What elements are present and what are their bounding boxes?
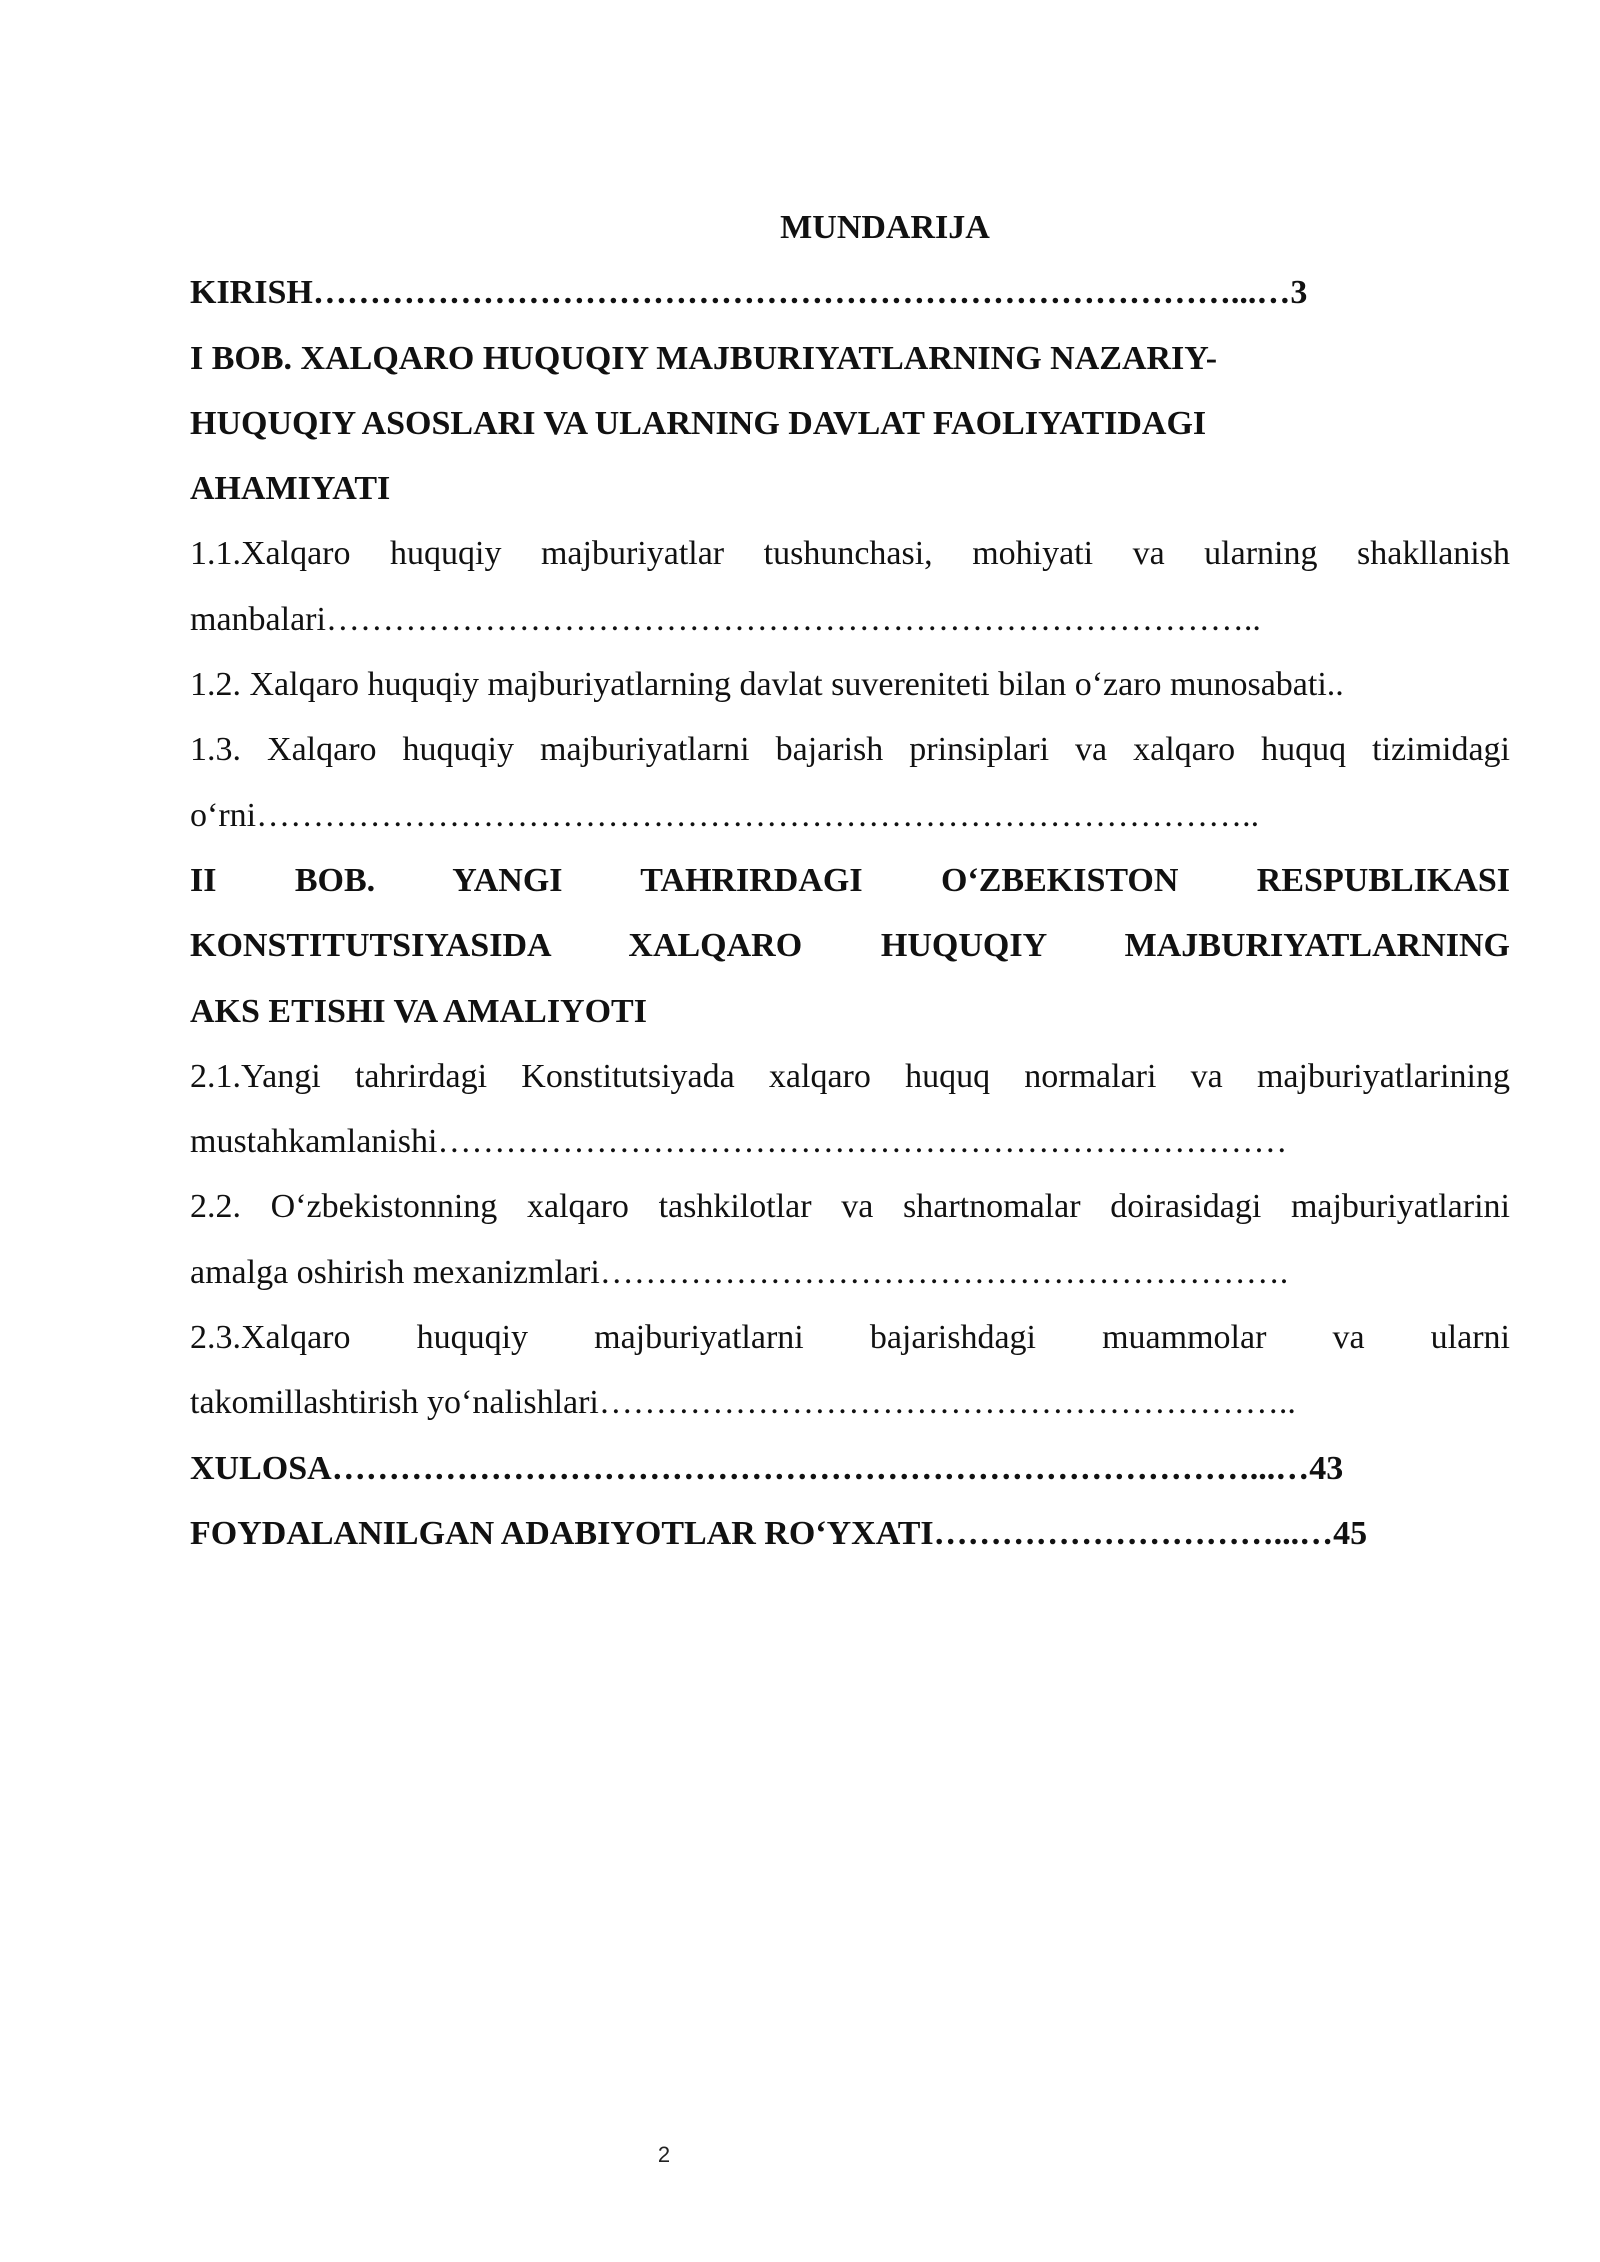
toc-line: AKS ETISHI VA AMALIYOTI (190, 992, 647, 1030)
toc-line: KONSTITUTSIYASIDA XALQARO HUQUQIY MAJBURIYATLARNING (190, 927, 1510, 965)
toc-line: XULOSA………………………………………………………………………...…43 (190, 1449, 1344, 1487)
toc-line: takomillashtirish yo‘nalishlari…………………………………………………….. (190, 1384, 1296, 1422)
toc-line: II BOB. YANGI TAHRIRDAGI O‘ZBEKISTON RESPUBLIKASI (190, 861, 1510, 899)
toc-line: FOYDALANILGAN ADABIYOTLAR RO‘YXATI…………………………...…45 (190, 1514, 1368, 1552)
toc-line: 1.2. Xalqaro huquqiy majburiyatlarning davlat suvereniteti bilan o‘zaro munosabati.. (190, 666, 1344, 704)
toc-line: 1.3. Xalqaro huquqiy majburiyatlarni bajarish prinsiplari va xalqaro huquq tizimidagi (190, 731, 1510, 769)
toc-line: KIRISH………………………………………………………………………...…3 (190, 274, 1308, 312)
toc-title: MUNDARIJA (780, 209, 990, 246)
toc-line: 2.2. O‘zbekistonning xalqaro tashkilotlar va shartnomalar doirasidagi majburiyatlarini (190, 1188, 1510, 1226)
page-number: 2 (657, 2142, 671, 2167)
toc-line: o‘rni…………………………………………………………………………….. (190, 796, 1260, 834)
toc-line: 2.3.Xalqaro huquqiy majburiyatlarni bajarishdagi muammolar va ularni (190, 1319, 1510, 1357)
toc-line: AHAMIYATI (190, 470, 391, 508)
toc-line: 1.1.Xalqaro huquqiy majburiyatlar tushunchasi, mohiyati va ularning shakllanish (190, 535, 1510, 573)
toc-line: HUQUQIY ASOSLARI VA ULARNING DAVLAT FAOLIYATIDAGI (190, 404, 1207, 442)
toc-line: I BOB. XALQARO HUQUQIY MAJBURIYATLARNING NAZARIY- (190, 339, 1218, 377)
toc-line: mustahkamlanishi………………………………………………………………… (190, 1123, 1288, 1161)
toc-line: manbalari……………………………………………………………………….. (190, 600, 1261, 638)
toc-line: 2.1.Yangi tahrirdagi Konstitutsiyada xalqaro huquq normalari va majburiyatlarining (190, 1057, 1510, 1095)
toc-lines (190, 260, 1510, 1566)
toc-line: amalga oshirish mexanizmlari……………………………………………………. (190, 1253, 1289, 1291)
table-of-contents (190, 195, 1510, 1566)
